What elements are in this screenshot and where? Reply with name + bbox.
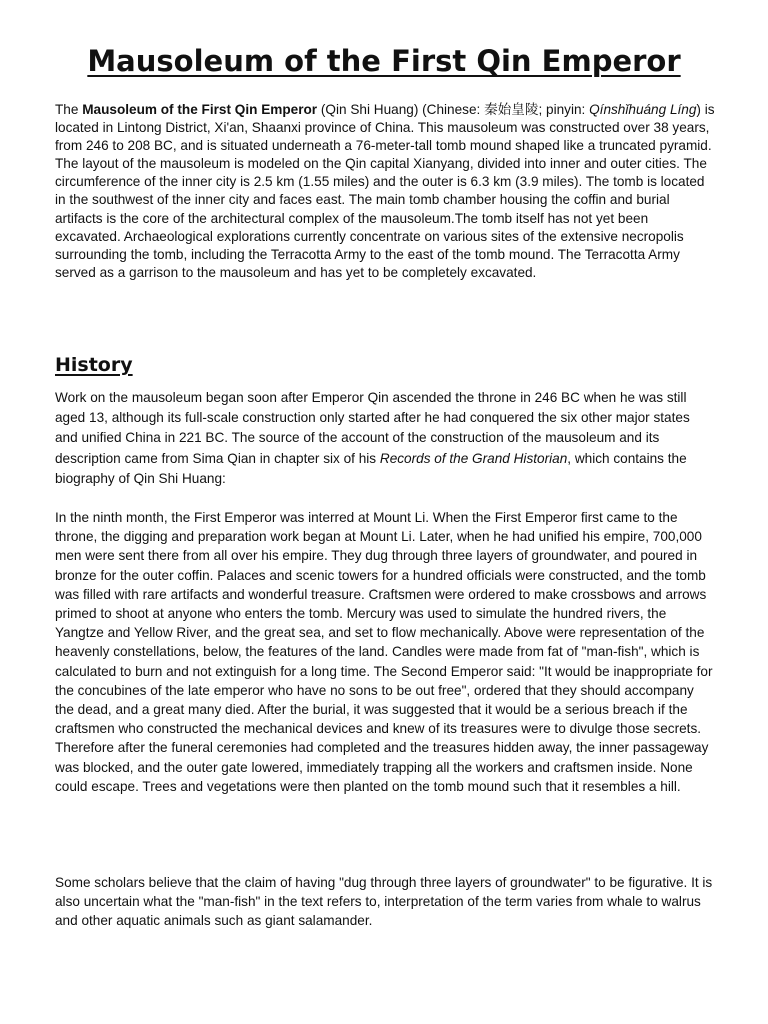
intro-after-name: (Qin Shi Huang) (Chinese: 秦始皇陵; pinyin: xyxy=(317,102,590,117)
document-title xyxy=(0,44,768,78)
history-paragraph xyxy=(55,388,715,489)
intro-paragraph xyxy=(55,101,715,282)
document-title-text: Mausoleum of the First Qin Emperor xyxy=(87,44,681,78)
history-p1-start: Work on the mausoleum began soon after Emperor Qin ascended the throne in 246 BC when he was still aged 13, although its full-scale construction only started after he had conquered the six other major states and unified China in 221 BC. The source of the account of the construction of the mausoleum and its description came from Sima Qian in chapter six of his xyxy=(55,390,690,466)
intro-bold-name: Mausoleum of the First Qin Emperor xyxy=(82,102,318,117)
intro-rest: ) is located in Lintong District, Xi'an, Shaanxi province of China. This mausoleum was constructed over 38 years, from 246 to 208 BC, and is situated underneath a 76-meter-tall tomb mound shaped like a truncated pyramid. The layout of the mausoleum is modeled on the Qin capital Xianyang, divided into inner and outer cities. The circumference of the inner city is 2.5 km (1.55 miles) and the outer is 6.3 km (3.9 miles). The tomb is located in the southwest of the inner city and faces east. The main tomb chamber housing the coffin and burial artifacts is the core of the architectural complex of the mausoleum.The tomb itself has not yet been excavated. Archaeological explorations currently concentrate on various sites of the extensive necropolis surrounding the tomb, including the Terracotta Army to the east of the tomb mound. The Terracotta Army served as a garrison to the mausoleum and has yet to be completely excavated. xyxy=(55,102,715,280)
history-book-title: Records of the Grand Historian xyxy=(379,450,568,466)
history-p1-end: , which contains the biography of Qin Shi Huang: xyxy=(55,450,687,486)
scholars-paragraph: Some scholars believe that the claim of having "dug through three layers of groundwater" to be figurative. It is also uncertain what the "man-fish" in the text refers to, interpretation of the term varies from whale to walrus and other aquatic animals such as giant salamander. xyxy=(55,875,713,928)
quote-paragraph: In the ninth month, the First Emperor was interred at Mount Li. When the First Emperor first came to the throne, the digging and preparation work began at Mount Li. Later, when he had unified his empire, 700,000 men were sent there from all over his empire. They dug through three layers of groundwater, and poured in bronze for the outer coffin. Palaces and scenic towers for a hundred officials were constructed, and the tomb was filled with rare artifacts and wonderful treasure. Craftsmen were ordered to make crossbows and arrows primed to shoot at anyone who enters the tomb. Mercury was used to simulate the hundred rivers, the Yangtze and Yellow River, and the great sea, and set to flow mechanically. Above were representation of the heavenly constellations, below, the features of the land. Candles were made from fat of "man-fish", which is calculated to burn and not extinguish for a long time. The Second Emperor said: "It would be inappropriate for the concubines of the late emperor who have no sons to be out free", ordered that they should accompany the dead, and a great many died. After the burial, it was suggested that it would be a serious breach if the craftsmen who constructed the mechanical devices and knew of its treasures were to divulge those secrets. Therefore after the funeral ceremonies had completed and the treasures hidden away, the inner passageway was blocked, and the outer gate lowered, immediately trapping all the workers and craftsmen inside. None could escape. Trees and vegetations were then planted on the tomb mound such that it resembles a hill. xyxy=(55,510,713,794)
history-heading: History xyxy=(55,354,133,376)
intro-pinyin: Qínshǐhuáng Líng xyxy=(589,102,697,117)
intro-lead: The xyxy=(55,102,83,117)
